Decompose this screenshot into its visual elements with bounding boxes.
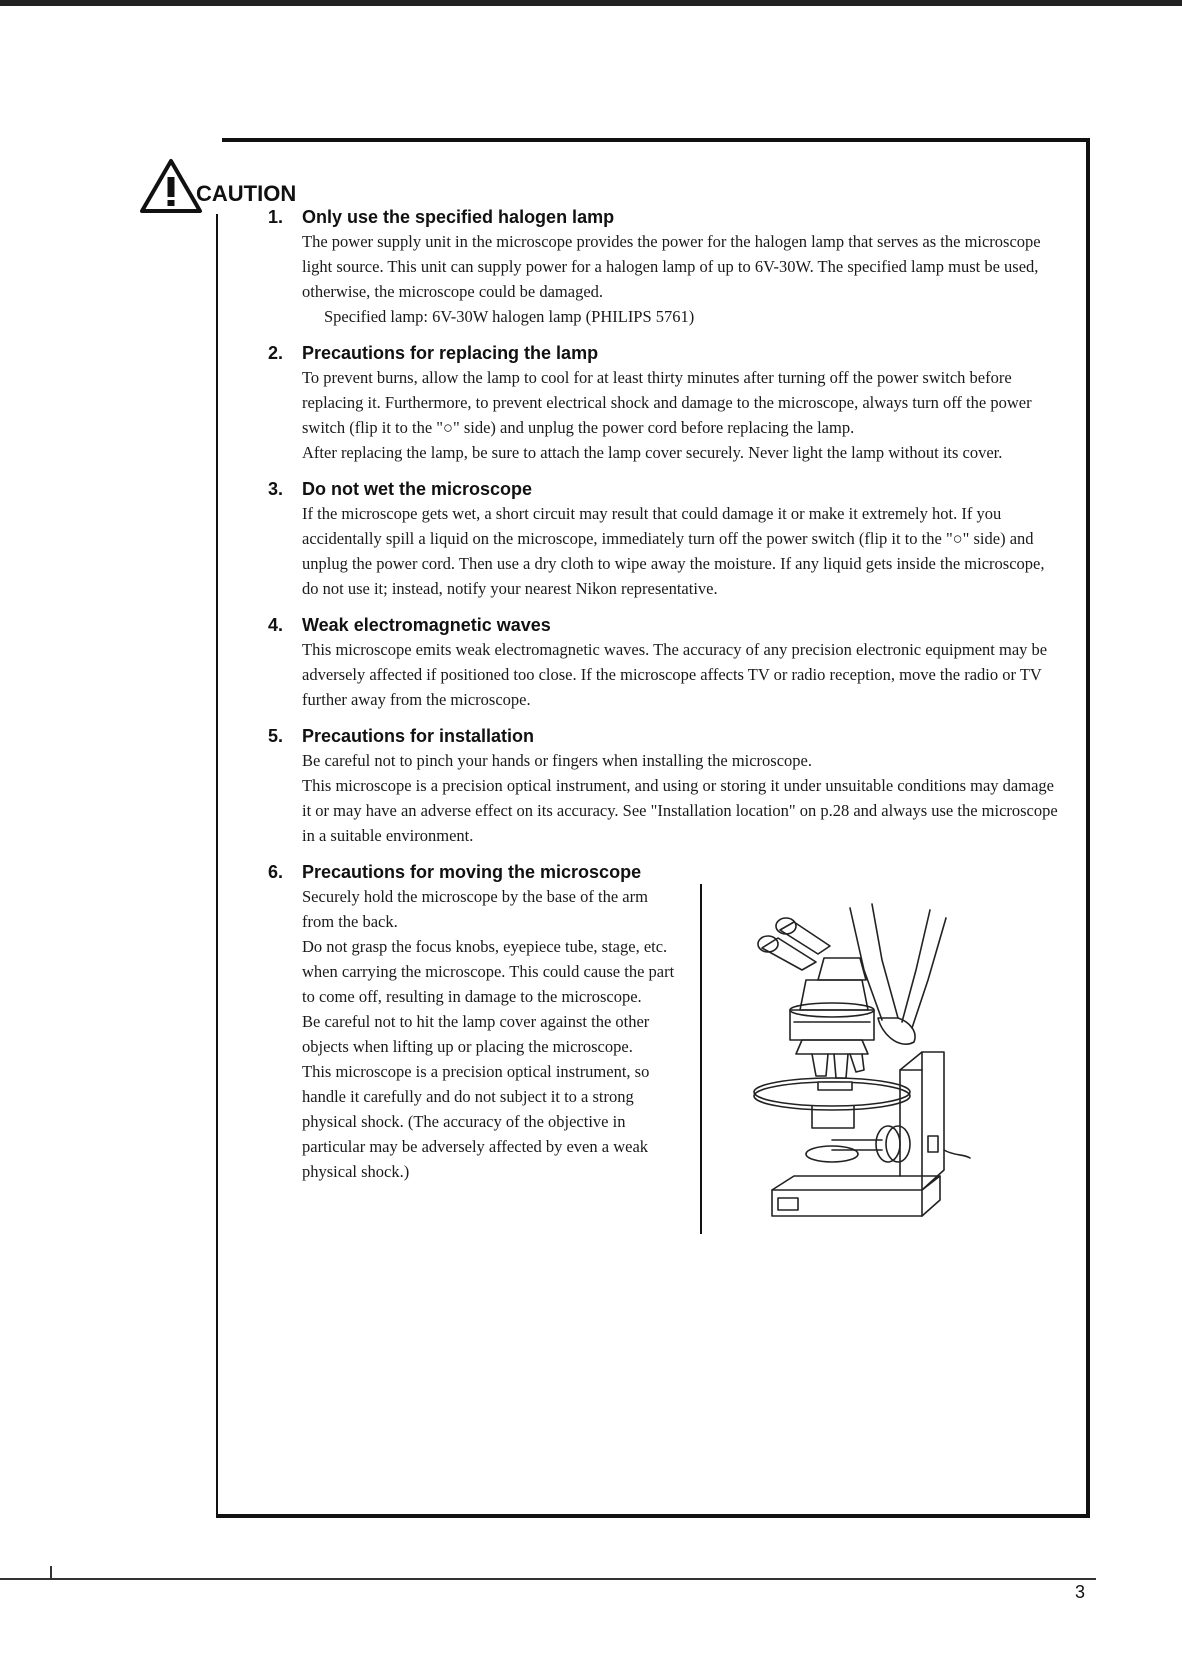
section-body xyxy=(302,229,1058,329)
section-replacing-lamp xyxy=(268,341,1058,465)
section-moving-microscope xyxy=(268,860,1058,1237)
section-do-not-wet xyxy=(268,477,1058,601)
section-heading xyxy=(268,477,1058,501)
paragraph: The power supply unit in the microscope provides the power for the halogen lamp that serves as the microscope light source. This unit can supply power for a halogen lamp of up to 6V-30W. The specified lamp must be used, otherwise, the microscope could be damaged. xyxy=(302,232,1041,301)
paragraph: This microscope emits weak electromagnetic waves. The accuracy of any precision electronic equipment may be adversely affected if positioned too close. If the microscope affects TV or radio reception, move the radio or TV further away from the microscope. xyxy=(302,640,1048,709)
section-body xyxy=(302,884,1058,1237)
section-number: 1. xyxy=(268,207,284,227)
section-title: Precautions for replacing the lamp xyxy=(302,343,599,363)
section-heading xyxy=(268,613,1058,637)
paragraph: This microscope is a precision optical instrument, and using or storing it under unsuitable conditions may damage it or may have an adverse effect on its accuracy. See "Installation location" on p.28 and always use the microscope in a suitable environment. xyxy=(302,776,1058,845)
paragraph: Do not grasp the focus knobs, eyepiece tube, stage, etc. when carrying the microscope. This could cause the part to come off, resulting in damage to the microscope. xyxy=(302,937,675,1006)
bottom-rule xyxy=(0,1578,1096,1580)
paragraph: To prevent burns, allow the lamp to cool for at least thirty minutes after turning off the power switch before replacing it. Furthermore, to prevent electrical shock and damage to the microscope, always turn off the power switch (flip it to the "○" side) and unplug the power cord before replacing the lamp. xyxy=(302,368,1032,437)
section-body xyxy=(302,748,1058,848)
section-body xyxy=(302,365,1058,465)
specified-lamp-line: Specified lamp: 6V-30W halogen lamp (PHILIPS 5761) xyxy=(324,307,695,326)
paragraph: If the microscope gets wet, a short circuit may result that could damage it or make it extremely hot. If you accidentally spill a liquid on the microscope, immediately turn off the power switch (flip it to the "○" side) and unplug the power cord. Then use a dry cloth to wipe away the moisture. If any liquid gets inside the microscope, do not use it; instead, notify your nearest Nikon representative. xyxy=(302,504,1045,598)
column-divider xyxy=(700,884,702,1234)
paragraph: Securely hold the microscope by the base of the arm from the back. xyxy=(302,887,648,931)
section-heading xyxy=(268,205,1058,229)
section-body xyxy=(302,501,1058,601)
section-number: 3. xyxy=(268,479,284,499)
paragraph: This microscope is a precision optical instrument, so handle it carefully and do not subject it to a strong physical shock. (The accuracy of the objective in particular may be adversely affected by even a weak physical shock.) xyxy=(302,1062,650,1181)
section-heading xyxy=(268,860,1058,884)
section-title: Precautions for moving the microscope xyxy=(302,862,642,882)
moving-instructions xyxy=(302,884,682,1237)
top-rule xyxy=(0,0,1182,6)
section-title: Precautions for installation xyxy=(302,726,535,746)
section-body xyxy=(302,637,1058,712)
microscope-carrying-icon xyxy=(732,900,992,1230)
paragraph: After replacing the lamp, be sure to attach the lamp cover securely. Never light the lamp without its cover. xyxy=(302,443,1003,462)
paragraph: Be careful not to pinch your hands or fingers when installing the microscope. xyxy=(302,751,812,770)
microscope-illustration xyxy=(732,900,992,1237)
paragraph: Be careful not to hit the lamp cover against the other objects when lifting up or placing the microscope. xyxy=(302,1012,650,1056)
page-number: 3 xyxy=(1075,1582,1086,1602)
section-title: Weak electromagnetic waves xyxy=(302,615,551,635)
section-electromagnetic-waves xyxy=(268,613,1058,712)
section-title: Do not wet the microscope xyxy=(302,479,533,499)
section-number: 6. xyxy=(268,862,284,882)
section-number: 2. xyxy=(268,343,284,363)
section-heading xyxy=(268,341,1058,365)
section-installation xyxy=(268,724,1058,848)
section-halogen-lamp xyxy=(268,205,1058,329)
caution-title: CAUTION xyxy=(196,181,297,206)
warning-triangle-icon xyxy=(138,157,204,217)
caution-content xyxy=(268,205,1058,1249)
section-number: 4. xyxy=(268,615,284,635)
section-heading xyxy=(268,724,1058,748)
section-title: Only use the specified halogen lamp xyxy=(302,207,615,227)
section-number: 5. xyxy=(268,726,284,746)
bottom-notch xyxy=(50,1566,52,1580)
